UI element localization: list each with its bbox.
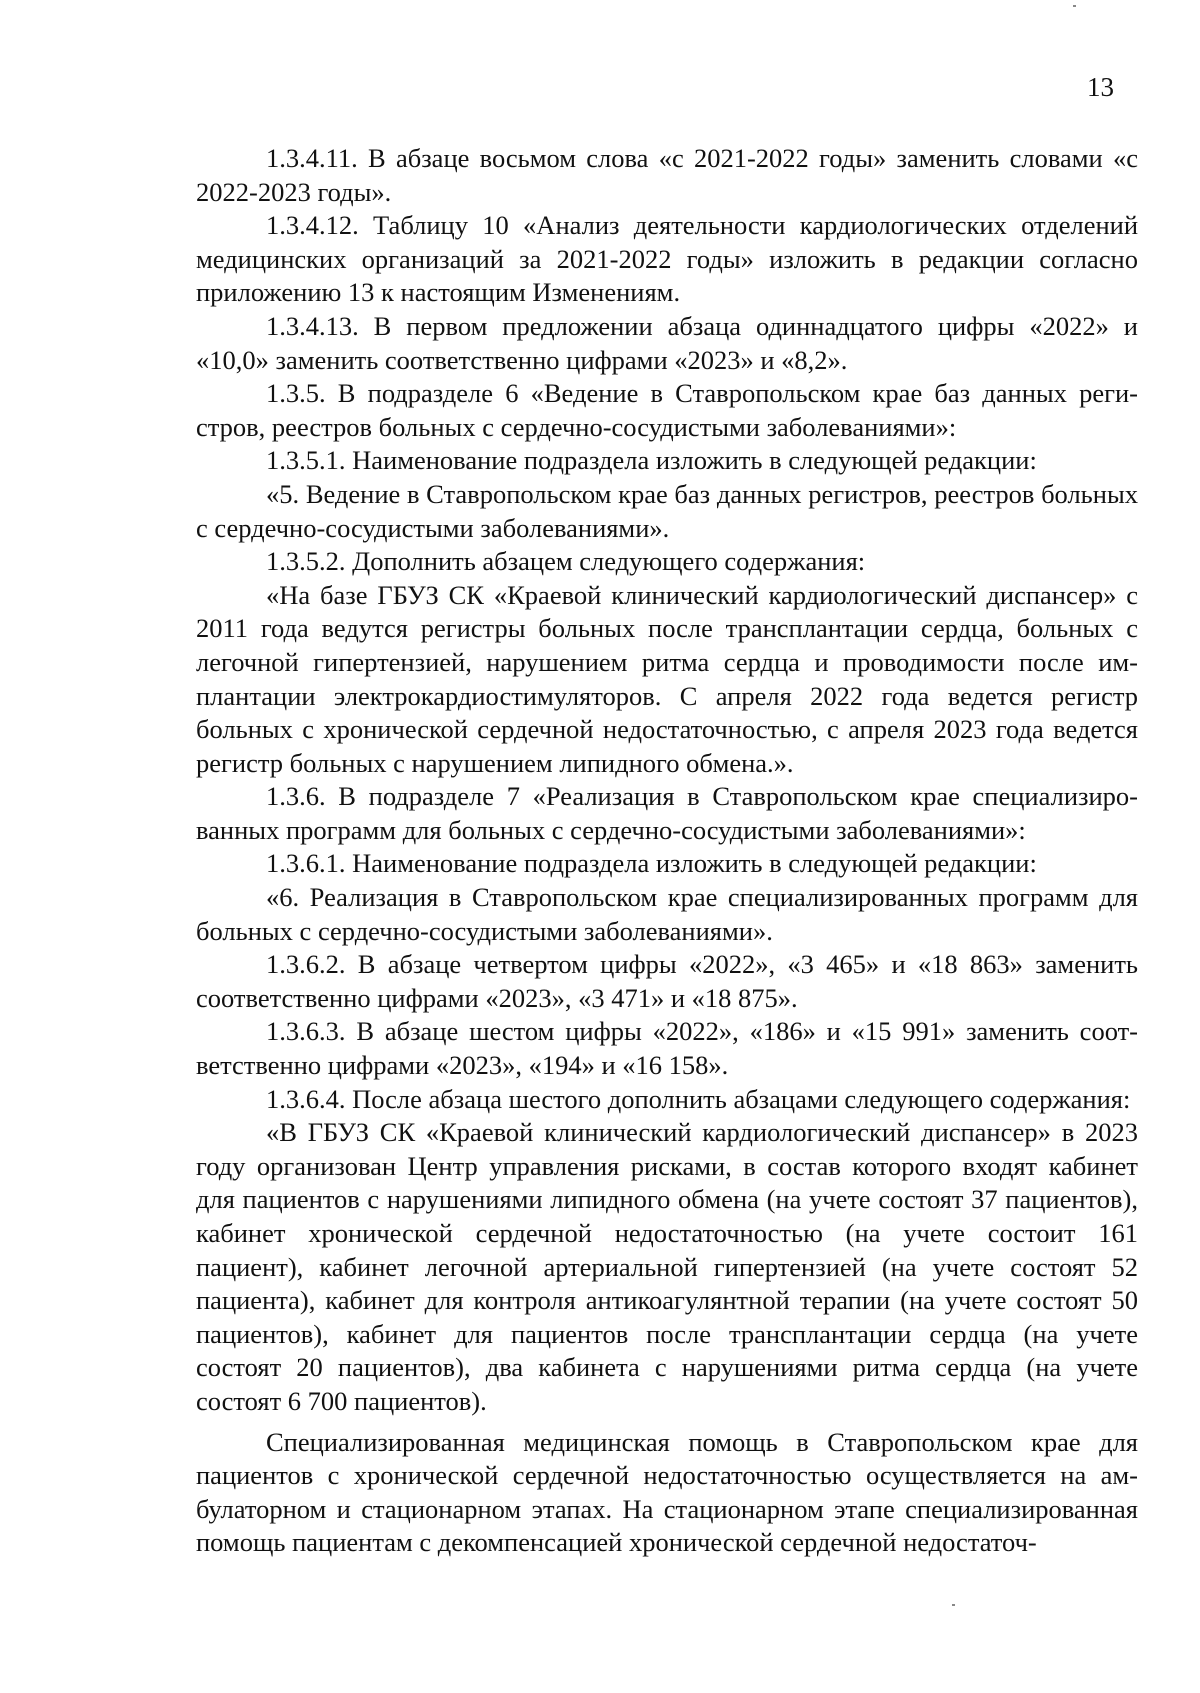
paragraph-1-3-6-1: 1.3.6.1. Наименование подраздела изложить в следующей редакции: [266,848,1037,879]
paragraph-1-3-6-2: 1.3.6.2. В абзаце четвертом цифры «2022», «3 465» и «18 863» заменить соответственно цифрами «2023», «3 471» и «18 875». [196,949,1138,1013]
paragraph-registers-quote: «На базе ГБУЗ СК «Краевой клинический кардиологический диспансер» с 2011 года ведутся регистры больных после трансплантации сердца, больных с легочной гипертензией, нарушением ритма сердца и проводимости после имплантации электрокардиостимуляторов. С апреля 2022 года ведется регистр больных с хронической сердечной недостаточностью, с апреля 2023 года ведется регистр больных с нарушением липидного обмена.». [196,579,1138,778]
paragraph-1-3-5-2: 1.3.5.2. Дополнить абзацем следующего содержания: [266,546,866,577]
paragraph-specialized-care: Специализированная медицинская помощь в Ставропольском крае для пациентов с хронической сердечной недостаточностью осуществляется на амбулаторном и стационарном этапах. На стационарном этапе специализированная помощь пациентам с декомпенсацией хронической сердечной недостаточ- [196,1426,1138,1558]
paragraph-1-3-5: 1.3.5. В подразделе 6 «Ведение в Ставропольском крае баз данных регистров, реестров больных с сердечно-сосудистыми заболеваниями»: [196,378,1138,442]
paragraph-new-title-5: «5. Ведение в Ставропольском крае баз данных регистров, реестров больных с сердечно-сосудистыми заболеваниями». [196,478,1138,543]
scan-speck [1073,5,1076,7]
paragraph-risk-center-quote: «В ГБУЗ СК «Краевой клинический кардиологический диспансер» в 2023 году организован Центр управления рисками, в состав которого входят кабинет для пациентов с нарушениями липидного обмена (на учете состоят 37 пациентов), кабинет хронической сердечной недостаточностью (на учете состоит 161 пациент), кабинет легочной артериальной гипертензией (на учете состоят 52 пациента), кабинет для контроля антикоагулянтной терапии (на учете состоят 50 пациентов), кабинет для пациентов после трансплантации сердца (на учете состоят 20 пациентов), два кабинета с нарушениями ритма сердца (на учете состоят 6 700 пациентов). [196,1117,1138,1416]
document-body [196,142,1138,1560]
paragraph-new-title-6: «6. Реализация в Ставропольском крае специализированных программ для больных с сердечно-сосудистыми заболеваниями». [196,882,1138,946]
paragraph-1-3-6-3: 1.3.6.3. В абзаце шестом цифры «2022», «186» и «15 991» заменить соответственно цифрами «2023», «194» и «16 158». [196,1016,1138,1081]
paragraph-1-3-4-12: 1.3.4.12. Таблицу 10 «Анализ деятельности кардиологических отделений медицинских организаций за 2021-2022 годы» изложить в редакции согласно приложению 13 к настоящим Изменениям. [196,210,1138,308]
paragraph-1-3-4-13: 1.3.4.13. В первом предложении абзаца одиннадцатого цифры «2022» и «10,0» заменить соответственно цифрами «2023» и «8,2». [196,310,1138,375]
paragraph-1-3-4-11: 1.3.4.11. В абзаце восьмом слова «с 2021-2022 годы» заменить словами «с 2022-2023 годы». [196,143,1138,207]
paragraph-1-3-6: 1.3.6. В подразделе 7 «Реализация в Ставропольском крае специализированных программ для больных с сердечно-сосудистыми заболеваниями»: [196,781,1138,845]
page-number: 13 [1087,72,1114,102]
paragraph-1-3-5-1: 1.3.5.1. Наименование подраздела изложить в следующей редакции: [266,445,1037,476]
scan-speck [952,1604,955,1606]
paragraph-1-3-6-4: 1.3.6.4. После абзаца шестого дополнить абзацами следующего содержания: [266,1083,1131,1114]
